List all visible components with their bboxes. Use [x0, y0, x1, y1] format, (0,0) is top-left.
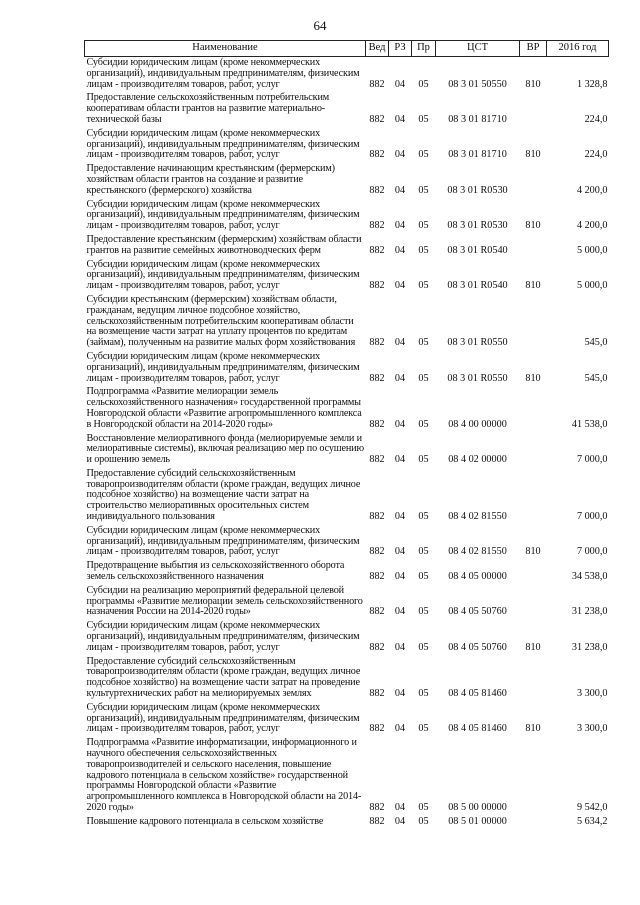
header-vr: ВР — [520, 41, 547, 57]
row-ved: 882 — [369, 546, 385, 558]
header-name: Наименование — [85, 41, 366, 57]
row-pr: 05 — [418, 454, 429, 466]
row-name: Предоставление субсидий сельскохозяйственным товаропроизводителям области (кроме граждан, ведущих личное подсобное хозяйство) на возмещение части затрат на строительство мелиоративных оросительных систем индивидуального пользования — [86, 467, 361, 523]
row-pr: 05 — [418, 280, 429, 292]
row-rz: 04 — [394, 546, 406, 558]
header-ved: Вед — [366, 41, 389, 57]
row-rz: 04 — [394, 454, 406, 466]
row-pr: 05 — [418, 184, 429, 196]
table-header-row — [85, 41, 609, 57]
table-row — [85, 163, 609, 198]
row-vr — [520, 433, 547, 468]
row-vr — [520, 294, 547, 351]
row-cst: 08 3 01 50550 — [448, 78, 507, 90]
row-pr: 05 — [418, 815, 429, 827]
row-ved: 882 — [369, 641, 385, 653]
row-cst: 08 3 01 R0540 — [447, 280, 508, 292]
row-vr — [520, 92, 547, 127]
row-name: Субсидии юридическим лицам (кроме некоммерческих организаций), индивидуальным предпринимателям, физическим лицам - производителям товаров, работ, услуг — [86, 701, 360, 735]
row-pr: 05 — [418, 149, 429, 161]
row-cst: 08 4 05 81460 — [448, 688, 507, 700]
row-vr: 810 — [525, 149, 541, 161]
row-pr: 05 — [418, 244, 429, 256]
row-cst: 08 4 02 81550 — [448, 511, 507, 523]
row-name: Повышение кадрового потенциала в сельском хозяйстве — [86, 815, 324, 827]
row-amount: 31 238,0 — [571, 641, 608, 653]
row-name: Субсидии крестьянским (фермерским) хозяйствам области, гражданам, ведущим личное подсобное хозяйство, сельскохозяйственным потребительским кооперативам области на возмещение части затрат на уплату процентов по кредитам (займам), полученным на развитие малых форм хозяйствования — [86, 293, 356, 349]
row-cst: 08 3 01 R0550 — [447, 372, 508, 384]
row-cst: 08 5 00 00000 — [448, 802, 507, 813]
row-cst: 08 4 00 00000 — [448, 418, 507, 430]
row-ved: 882 — [369, 113, 385, 125]
row-rz: 04 — [394, 149, 406, 161]
row-cst: 08 5 01 00000 — [448, 815, 507, 827]
row-vr — [520, 585, 547, 620]
row-name: Субсидии юридическим лицам (кроме некоммерческих организаций), индивидуальным предпринимателям, физическим лицам - производителям товаров, работ, услуг — [86, 620, 360, 653]
row-vr — [520, 163, 547, 198]
row-cst: 08 4 05 81460 — [448, 723, 507, 735]
row-ved: 882 — [369, 454, 385, 466]
row-vr — [520, 816, 547, 830]
row-rz: 04 — [394, 78, 406, 90]
table-row — [85, 702, 609, 737]
table-row — [85, 92, 609, 127]
row-pr: 05 — [418, 571, 429, 583]
row-ved: 882 — [369, 280, 385, 292]
row-name: Предоставление крестьянским (фермерским) хозяйствам области грантов на развитие семейных животноводческих ферм — [86, 233, 362, 256]
table-row — [85, 128, 609, 163]
row-ved: 882 — [369, 244, 385, 256]
row-ved: 882 — [369, 815, 385, 827]
table-row — [85, 294, 609, 351]
row-ved: 882 — [369, 511, 385, 523]
table-row — [85, 816, 609, 830]
row-amount: 3 300,0 — [576, 723, 608, 735]
row-rz: 04 — [394, 372, 406, 384]
row-amount: 1 328,8 — [576, 78, 608, 90]
row-amount: 7 000,0 — [576, 546, 608, 558]
row-name: Восстановление мелиоративного фонда (мелиорируемые земли и мелиоративные системы), включая реализацию мер по осушению и орошению земель — [86, 432, 364, 466]
row-name: Подпрограмма «Развитие мелиорации земель сельскохозяйственного назначения» государственной программы Новгородской области «Развитие агропромышленного комплекса в Новгородской области на 2014-2020 годы» — [86, 386, 362, 430]
row-pr: 05 — [418, 113, 429, 125]
row-ved: 882 — [369, 418, 385, 430]
row-rz: 04 — [394, 511, 406, 523]
row-rz: 04 — [394, 337, 406, 349]
table-body — [85, 57, 609, 830]
row-rz: 04 — [394, 571, 406, 583]
row-cst: 08 3 01 81710 — [448, 113, 507, 125]
row-name: Субсидии юридическим лицам (кроме некоммерческих организаций), индивидуальным предпринимателям, физическим лицам - производителям товаров, работ, услуг — [86, 524, 360, 558]
row-vr: 810 — [525, 78, 541, 90]
row-rz: 04 — [394, 802, 406, 813]
row-rz: 04 — [394, 418, 406, 430]
row-cst: 08 4 05 50760 — [448, 641, 507, 653]
row-amount: 545,0 — [584, 372, 608, 384]
row-name: Предоставление сельскохозяйственным потребительским кооперативам области грантов на развитие материально-технической базы — [86, 92, 330, 125]
table-row — [85, 585, 609, 620]
row-vr: 810 — [525, 546, 541, 558]
row-cst: 08 3 01 R0530 — [447, 184, 508, 196]
row-vr: 810 — [525, 641, 541, 653]
row-ved: 882 — [369, 606, 385, 618]
page-number: 64 — [313, 18, 327, 33]
row-pr: 05 — [418, 418, 429, 430]
row-amount: 4 200,0 — [576, 184, 608, 196]
row-rz: 04 — [394, 113, 406, 125]
row-rz: 04 — [394, 244, 406, 256]
table-row — [85, 199, 609, 234]
row-amount: 9 542,0 — [576, 802, 608, 813]
row-name: Субсидии юридическим лицам (кроме некоммерческих организаций), индивидуальным предпринимателям, физическим лицам - производителям товаров, работ, услуг — [86, 350, 360, 384]
row-amount: 31 238,0 — [571, 606, 608, 618]
row-name: Подпрограмма «Развитие информатизации, информационного и научного обеспечения сельскохозяйственных товаропроизводителей и сельского населения, повышение кадрового потенциала в сельском хозяйстве» государственной программы Новгородской области «Развитие агропромышленного комплекса в Новгородской области на 2014-2020 годы» — [86, 737, 362, 813]
header-cst: ЦСТ — [436, 41, 520, 57]
row-rz: 04 — [394, 184, 406, 196]
row-cst: 08 4 05 50760 — [448, 606, 507, 618]
row-name: Предоставление начинающим крестьянским (фермерским) хозяйствам области грантов на создание и развитие крестьянского (фермерского) хозяйства — [86, 163, 335, 196]
row-rz: 04 — [394, 815, 406, 827]
row-cst: 08 3 01 81710 — [448, 149, 507, 161]
row-pr: 05 — [418, 606, 429, 618]
row-amount: 41 538,0 — [571, 418, 608, 430]
row-amount: 5 634,2 — [576, 815, 608, 827]
row-ved: 882 — [369, 723, 385, 735]
row-amount: 224,0 — [584, 149, 608, 161]
budget-table — [84, 40, 609, 830]
table-row — [85, 737, 609, 816]
row-pr: 05 — [418, 688, 429, 700]
row-rz: 04 — [394, 606, 406, 618]
row-amount: 5 000,0 — [576, 280, 608, 292]
row-rz: 04 — [394, 723, 406, 735]
row-name: Субсидии юридическим лицам (кроме некоммерческих организаций), индивидуальным предпринимателям, физическим лицам - производителям товаров, работ, услуг — [86, 198, 360, 232]
row-cst: 08 3 01 R0550 — [447, 337, 508, 349]
table-row — [85, 351, 609, 386]
row-amount: 4 200,0 — [576, 220, 608, 232]
table-row — [85, 259, 609, 294]
row-ved: 882 — [369, 372, 385, 384]
row-pr: 05 — [418, 641, 429, 653]
row-ved: 882 — [369, 149, 385, 161]
row-cst: 08 4 02 00000 — [448, 454, 507, 466]
row-amount: 7 000,0 — [576, 454, 608, 466]
table-row — [85, 386, 609, 432]
row-pr: 05 — [418, 546, 429, 558]
table-row — [85, 620, 609, 655]
row-vr: 810 — [525, 372, 541, 384]
row-vr: 810 — [525, 723, 541, 735]
row-ved: 882 — [369, 78, 385, 90]
row-ved: 882 — [369, 571, 385, 583]
row-cst: 08 3 01 R0530 — [447, 220, 508, 232]
row-pr: 05 — [418, 78, 429, 90]
row-name: Субсидии юридическим лицам (кроме некоммерческих организаций), индивидуальным предпринимателям, физическим лицам - производителям товаров, работ, услуг — [86, 127, 360, 161]
row-vr — [520, 468, 547, 525]
row-amount: 224,0 — [584, 113, 608, 125]
row-rz: 04 — [394, 280, 406, 292]
row-amount: 34 538,0 — [571, 571, 608, 583]
row-vr — [520, 560, 547, 585]
row-pr: 05 — [418, 372, 429, 384]
row-rz: 04 — [394, 688, 406, 700]
row-amount: 7 000,0 — [576, 511, 608, 523]
row-pr: 05 — [418, 802, 429, 813]
row-ved: 882 — [369, 688, 385, 700]
row-ved: 882 — [369, 184, 385, 196]
row-vr: 810 — [525, 220, 541, 232]
table-row — [85, 234, 609, 259]
row-rz: 04 — [394, 641, 406, 653]
row-amount: 5 000,0 — [576, 244, 608, 256]
row-pr: 05 — [418, 511, 429, 523]
table-row — [85, 433, 609, 468]
header-rz: РЗ — [389, 41, 412, 57]
row-vr — [520, 737, 547, 816]
row-name: Субсидии юридическим лицам (кроме некоммерческих организаций), индивидуальным предпринимателям, физическим лицам - производителям товаров, работ, услуг — [86, 258, 360, 292]
row-ved: 882 — [369, 337, 385, 349]
row-vr — [520, 234, 547, 259]
row-name: Субсидии на реализацию мероприятий федеральной целевой программы «Развитие мелиорации земель сельскохозяйственного назначения России на 2014-2020 годы» — [86, 584, 363, 618]
table-row — [85, 525, 609, 560]
row-pr: 05 — [418, 220, 429, 232]
header-pr: Пр — [412, 41, 436, 57]
row-amount: 3 300,0 — [576, 688, 608, 700]
row-vr: 810 — [525, 280, 541, 292]
row-cst: 08 3 01 R0540 — [447, 244, 508, 256]
row-ved: 882 — [369, 802, 385, 813]
table-row — [85, 656, 609, 702]
row-ved: 882 — [369, 220, 385, 232]
row-cst: 08 4 05 00000 — [448, 571, 507, 583]
row-name: Предотвращение выбытия из сельскохозяйственного оборота земель сельскохозяйственного назначения — [86, 560, 345, 583]
table-row — [85, 57, 609, 93]
row-pr: 05 — [418, 337, 429, 349]
row-rz: 04 — [394, 220, 406, 232]
row-name: Субсидии юридическим лицам (кроме некоммерческих организаций), индивидуальным предпринимателям, физическим лицам - производителям товаров, работ, услуг — [86, 57, 360, 90]
row-vr — [520, 386, 547, 432]
table-row — [85, 560, 609, 585]
row-pr: 05 — [418, 723, 429, 735]
row-vr — [520, 656, 547, 702]
row-amount: 545,0 — [584, 337, 608, 349]
row-name: Предоставление субсидий сельскохозяйственным товаропроизводителям области (кроме граждан, ведущих личное подсобное хозяйство) на возмещение части затрат на проведение культуртехнических работ на мелиорируемых землях — [86, 655, 361, 700]
row-cst: 08 4 02 81550 — [448, 546, 507, 558]
header-year: 2016 год — [547, 41, 609, 57]
table-row — [85, 468, 609, 525]
